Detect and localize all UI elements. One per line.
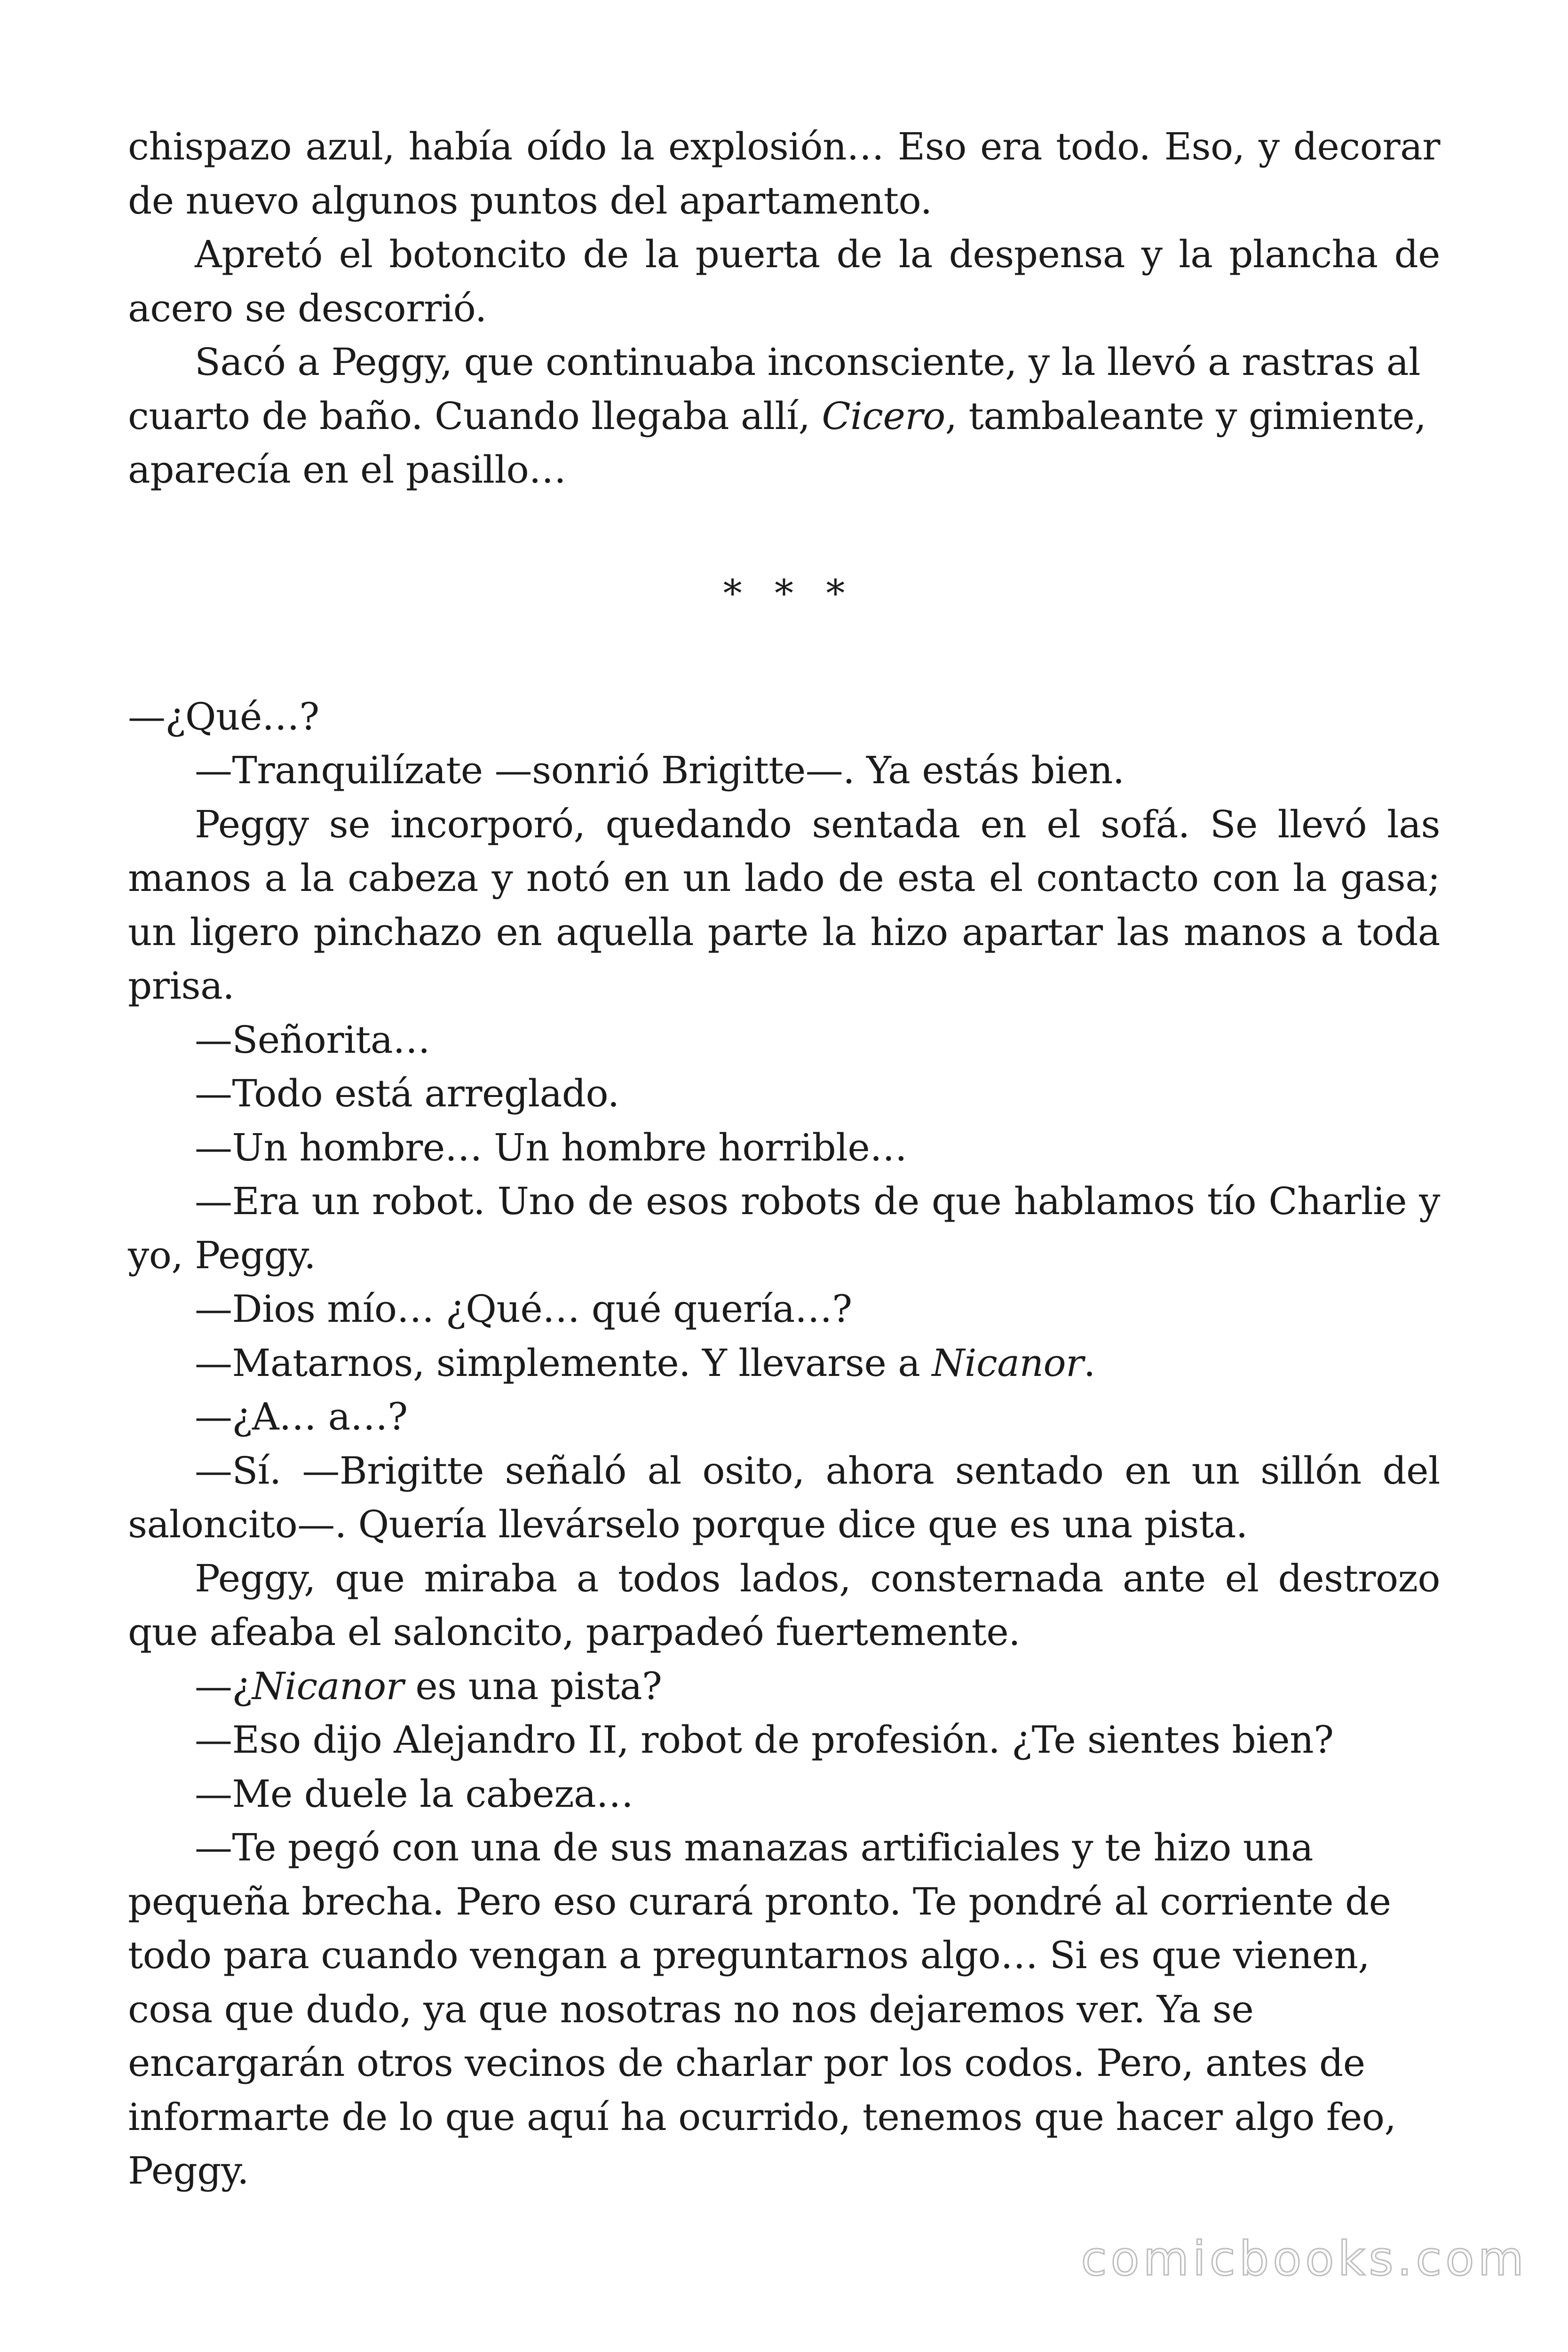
text-run: —¿Qué…? [128, 694, 319, 739]
section-break: * * * [723, 571, 855, 615]
watermark-logo: comicbooks.com [1081, 2231, 1528, 2286]
text-run: Peggy, que miraba a todos lados, consternada ante el destrozo que afeaba el saloncito, parpadeó fuertemente. [128, 1556, 1440, 1654]
text-run: —Sí. —Brigitte señaló al osito, ahora sentado en un sillón del saloncito—. Quería llevárselo porque dice que es una pista. [128, 1448, 1440, 1546]
text-run: —Era un robot. Uno de esos robots de que hablamos tío Charlie y yo, Peggy. [128, 1179, 1440, 1277]
text-run: —Un hombre… Un hombre horrible… [195, 1125, 907, 1169]
text-run: —Te pegó con una de sus manazas artificiales y te hizo una pequeña brecha. Pero eso curará pronto. Te pondré al corriente de todo para cuando vengan a preguntarnos algo… Si es que vienen, cosa que dudo, ya que nosotras no nos dejaremos ver. Ya se encargarán otros vecinos de charlar por los codos. Pero, antes de informarte de lo que aquí ha ocurrido, tenemos que hacer algo feo, Peggy. [128, 1826, 1396, 2193]
paragraph [128, 1336, 1440, 1391]
paragraph [128, 1175, 1440, 1282]
text-run: chispazo azul, había oído la explosión… Eso era todo. Eso, y decorar de nuevo algunos puntos del apartamento. [128, 125, 1440, 222]
text-run: —Eso dijo Alejandro II, robot de profesión. ¿Te sientes bien? [195, 1718, 1334, 1762]
text-run: —Tranquilízate —sonrió Brigitte—. Ya estás bien. [195, 748, 1125, 792]
paragraph [128, 120, 1440, 228]
paragraph [128, 744, 1440, 798]
paragraph [128, 1121, 1440, 1175]
paragraph [128, 1390, 1440, 1444]
paragraph [128, 1444, 1440, 1552]
paragraph [128, 1013, 1440, 1067]
text-run: Peggy se incorporó, quedando sentada en el sofá. Se llevó las manos a la cabeza y notó en un lado de esta el contacto con la gasa; un ligero pinchazo en aquella parte la hizo apartar las manos a toda prisa. [128, 802, 1440, 1008]
text-run: —Me duele la cabeza… [195, 1772, 634, 1816]
text-run: , tambaleante y gimiente, aparecía en el pasillo… [128, 394, 1426, 492]
text-run: —¿ [195, 1664, 252, 1708]
text-run: —Todo está arreglado. [195, 1072, 619, 1115]
paragraph [128, 1282, 1440, 1336]
paragraph [128, 1821, 1440, 2198]
paragraph [128, 335, 1440, 497]
paragraph [128, 228, 1440, 335]
text-run: . [1083, 1341, 1095, 1385]
text-block-after-break [128, 690, 1440, 2198]
text-run: Sacó a Peggy, que continuaba inconsciente, y la llevó a rastras al cuarto de baño. Cuando llegaba allí, [128, 340, 1421, 438]
text-run: Apretó el botoncito de la puerta de la despensa y la plancha de acero se descorrió. [128, 232, 1440, 330]
paragraph [128, 1660, 1440, 1714]
text-run: —Señorita… [195, 1017, 430, 1062]
page-body [128, 120, 1440, 2198]
text-block-before-break [128, 120, 1440, 497]
paragraph [128, 1552, 1440, 1660]
text-run: —¿A… a…? [195, 1395, 408, 1438]
italic-text: Nicanor [932, 1341, 1084, 1385]
text-run: es una pista? [404, 1664, 662, 1708]
paragraph [128, 1713, 1440, 1767]
paragraph [128, 798, 1440, 1013]
paragraph [128, 1067, 1440, 1121]
text-run: —Dios mío… ¿Qué… qué quería…? [195, 1287, 852, 1331]
italic-text: Cicero [822, 394, 945, 438]
paragraph [128, 690, 1440, 744]
text-run: —Matarnos, simplemente. Y llevarse a [195, 1341, 932, 1385]
italic-text: Nicanor [252, 1664, 404, 1708]
paragraph [128, 1767, 1440, 1821]
